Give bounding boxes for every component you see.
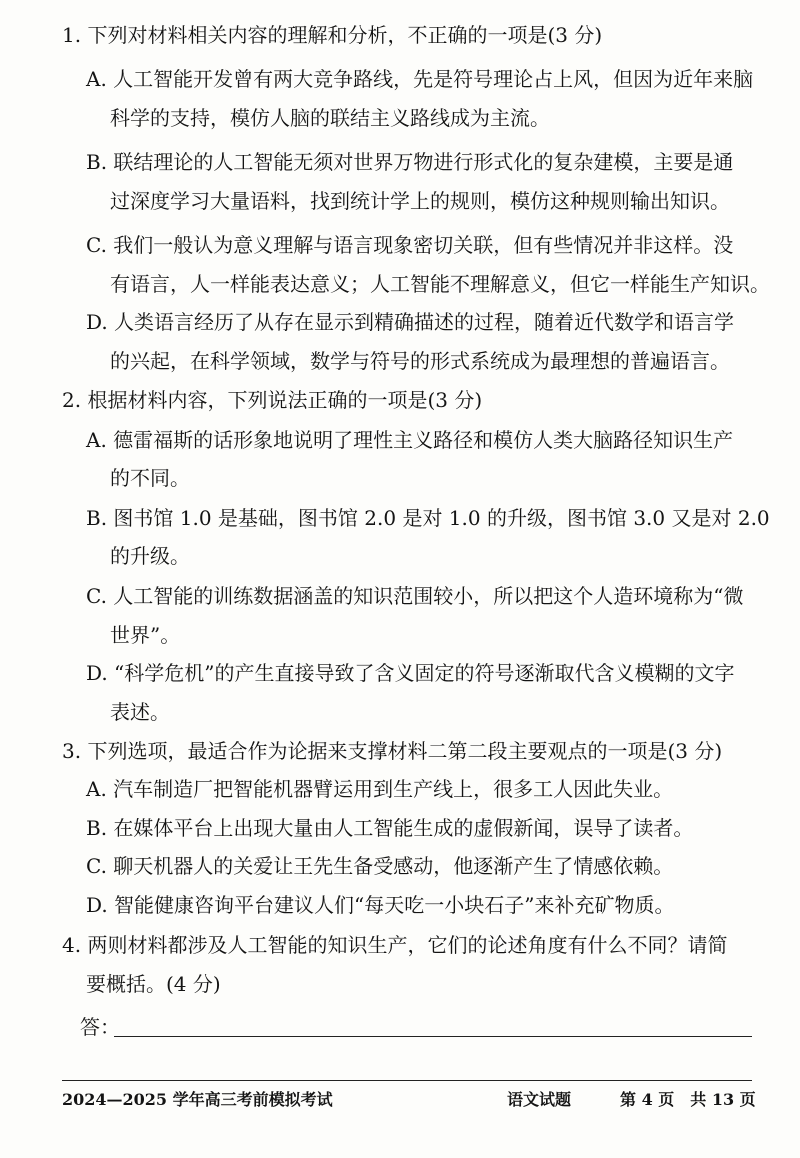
q2-option-c-cont: 世界”。 [110,623,181,647]
q3-option-b: B. 在媒体平台上出现大量由人工智能生成的虚假新闻，误导了读者。 [86,816,694,840]
q1-option-a: A. 人工智能开发曾有两大竞争路线，先是符号理论占上风，但因为近年来脑 [86,67,754,91]
answer-label: 答： [80,1015,120,1039]
footer-exam-title: 2024—2025 学年高三考前模拟考试 [62,1090,333,1109]
q1-option-c-cont: 有语言，人一样能表达意义；人工智能不理解意义，但它一样能生产知识。 [110,272,770,296]
question-4-stem-cont: 要概括。(4 分) [86,972,221,996]
q1-option-d-cont: 的兴起，在科学领域，数学与符号的形式系统成为最理想的普遍语言。 [110,349,730,373]
question-4-stem: 4. 两则材料都涉及人工智能的知识生产，它们的论述角度有什么不同？请简 [62,933,728,957]
q1-option-b: B. 联结理论的人工智能无须对世界万物进行形式化的复杂建模，主要是通 [86,150,734,174]
question-1-stem: 1. 下列对材料相关内容的理解和分析，不正确的一项是(3 分) [62,23,603,47]
q3-option-c: C. 聊天机器人的关爱让王先生备受感动，他逐渐产生了情感依赖。 [86,854,674,878]
answer-area[interactable] [80,1014,752,1044]
question-2-stem: 2. 根据材料内容，下列说法正确的一项是(3 分) [62,388,483,412]
footer-page-number: 第 4 页 共 13 页 [620,1090,756,1109]
q1-option-b-cont: 过深度学习大量语料，找到统计学上的规则，模仿这种规则输出知识。 [110,189,730,213]
footer-divider [62,1080,752,1081]
q3-option-d: D. 智能健康咨询平台建议人们“每天吃一小块石子”来补充矿物质。 [86,893,675,917]
answer-blank-line[interactable] [114,1036,752,1037]
q2-option-a-cont: 的不同。 [110,466,190,490]
q2-option-b-cont: 的升级。 [110,544,190,568]
q2-option-c: C. 人工智能的训练数据涵盖的知识范围较小，所以把这个人造环境称为“微 [86,584,744,608]
q1-option-a-cont: 科学的支持，模仿人脑的联结主义路线成为主流。 [110,106,550,130]
q2-option-a: A. 德雷福斯的话形象地说明了理性主义路径和模仿人类大脑路径知识生产 [86,428,734,452]
q2-option-d: D. “科学危机”的产生直接导致了含义固定的符号逐渐取代含义模糊的文字 [86,661,735,685]
q1-option-d: D. 人类语言经历了从存在显示到精确描述的过程，随着近代数学和语言学 [86,310,735,334]
q2-option-b: B. 图书馆 1.0 是基础，图书馆 2.0 是对 1.0 的升级，图书馆 3.0 又是对 2.0 [86,506,770,530]
q2-option-d-cont: 表述。 [110,700,170,724]
footer-subject: 语文试题 [507,1090,572,1109]
q1-option-c: C. 我们一般认为意义理解与语言现象密切关联，但有些情况并非这样。没 [86,233,734,257]
q3-option-a: A. 汽车制造厂把智能机器臂运用到生产线上，很多工人因此失业。 [86,777,674,801]
question-3-stem: 3. 下列选项，最适合作为论据来支撑材料二第二段主要观点的一项是(3 分) [62,739,723,763]
